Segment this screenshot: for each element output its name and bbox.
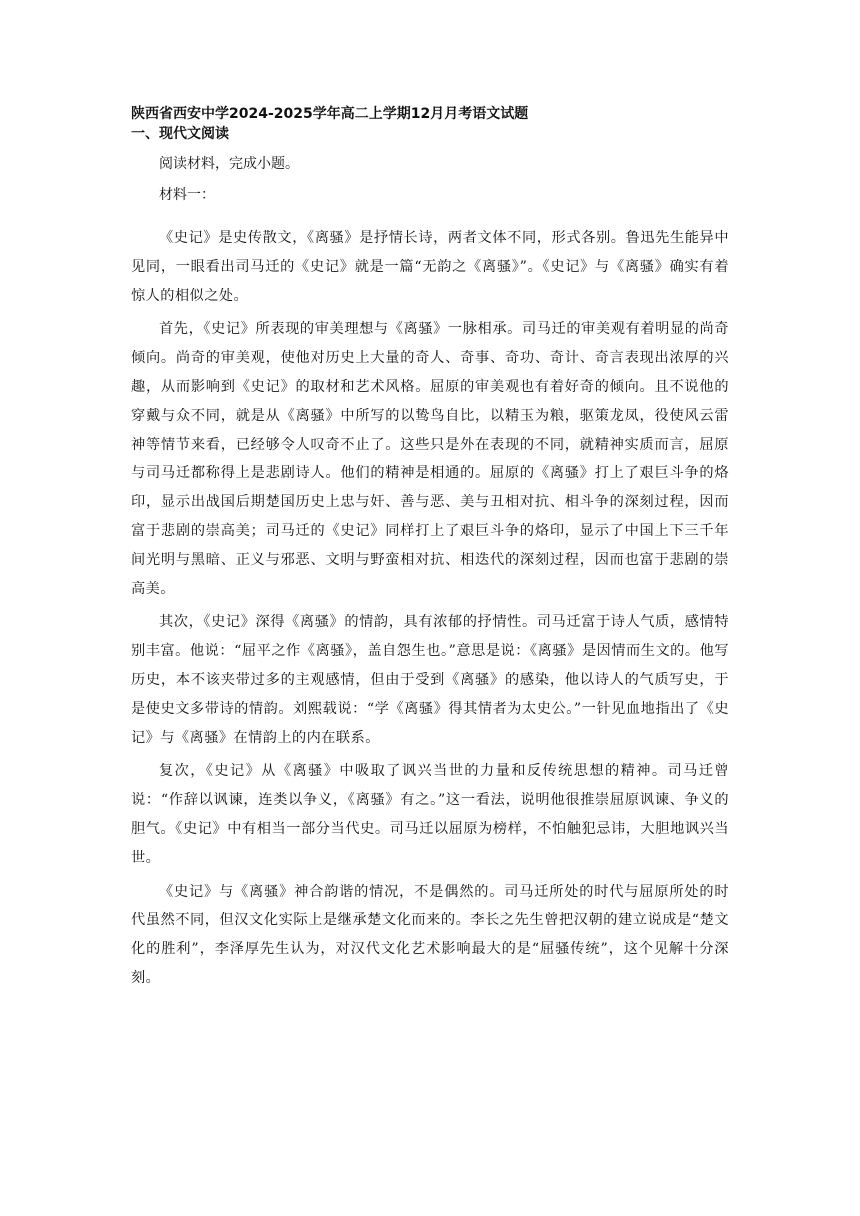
paragraph-4: 复次，《史记》从《离骚》中吸取了讽兴当世的力量和反传统思想的精神。司马迁曾说：“作辞以讽谏，连类以争义，《离骚》有之。”这一看法，说明他很推崇屈原讽谏、争义的胆气。《史记》中有相当一部分当代史。司马迁以屈原为榜样，不怕触犯忌讳，大胆地讽兴当世。 [131,763,729,866]
reading-instruction: 阅读材料，完成小题。 [159,156,299,172]
paragraph-5: 《史记》与《离骚》神合韵谐的情况，不是偶然的。司马迁所处的时代与屈原所处的时代虽然不同，但汉文化实际上是继承楚文化而来的。李长之先生曾把汉朝的建立说成是“楚文化的胜利”，李泽厚先生认为，对汉代文化艺术影响最大的是“屈骚传统”，这个见解十分深刻。 [131,883,729,986]
paragraph-1: 《史记》是史传散文，《离骚》是抒情长诗，两者文体不同，形式各别。鲁迅先生能异中见同，一眼看出司马迁的《史记》就是一篇“无韵之《离骚》”。《史记》与《离骚》确实有着惊人的相似之处。 [131,230,729,304]
section-heading: 一、现代文阅读 [131,126,229,142]
paragraph-2: 首先，《史记》所表现的审美理想与《离骚》一脉相承。司马迁的审美观有着明显的尚奇倾向。尚奇的审美观，使他对历史上大量的奇人、奇事、奇功、奇计、奇言表现出浓厚的兴趣，从而影响到《史记》的取材和艺术风格。屈原的审美观也有着好奇的倾向。且不说他的穿戴与众不同，就是从《离骚》中所写的以鸷鸟自比，以精玉为粮，驱策龙凤，役使风云雷神等情节来看，已经够令人叹奇不止了。这些只是外在表现的不同，就精神实质而言，屈原与司马迁都称得上是悲剧诗人。他们的精神是相通的。屈原的《离骚》打上了艰巨斗争的烙印，显示出战国后期楚国历史上忠与奸、善与恶、美与丑相对抗、相斗争的深刻过程，因而富于悲剧的崇高美；司马迁的《史记》同样打上了艰巨斗争的烙印，显示了中国上下三千年间光明与黑暗、正义与邪恶、文明与野蛮相对抗、相迭代的深刻过程，因而也富于悲剧的崇高美。 [131,321,729,597]
spacer [131,216,729,224]
document-title: 陕西省西安中学2024-2025学年高二上学期12月月考语文试题 [131,106,529,122]
material-label: 材料一： [159,187,215,203]
paragraph-3: 其次，《史记》深得《离骚》的情韵，具有浓郁的抒情性。司马迁富于诗人气质，感情特别丰富。他说：“屈平之作《离骚》，盖自怨生也。”意思是说：《离骚》是因情而生文的。他写历史，本不该夹带过多的主观感情，但由于受到《离骚》的感染，他以诗人的气质写史，于是使史文多带诗的情韵。刘熙载说：“学《离骚》得其情者为太史公。”一针见血地指出了《史记》与《离骚》在情韵上的内在联系。 [131,614,729,746]
document-page [131,104,729,993]
